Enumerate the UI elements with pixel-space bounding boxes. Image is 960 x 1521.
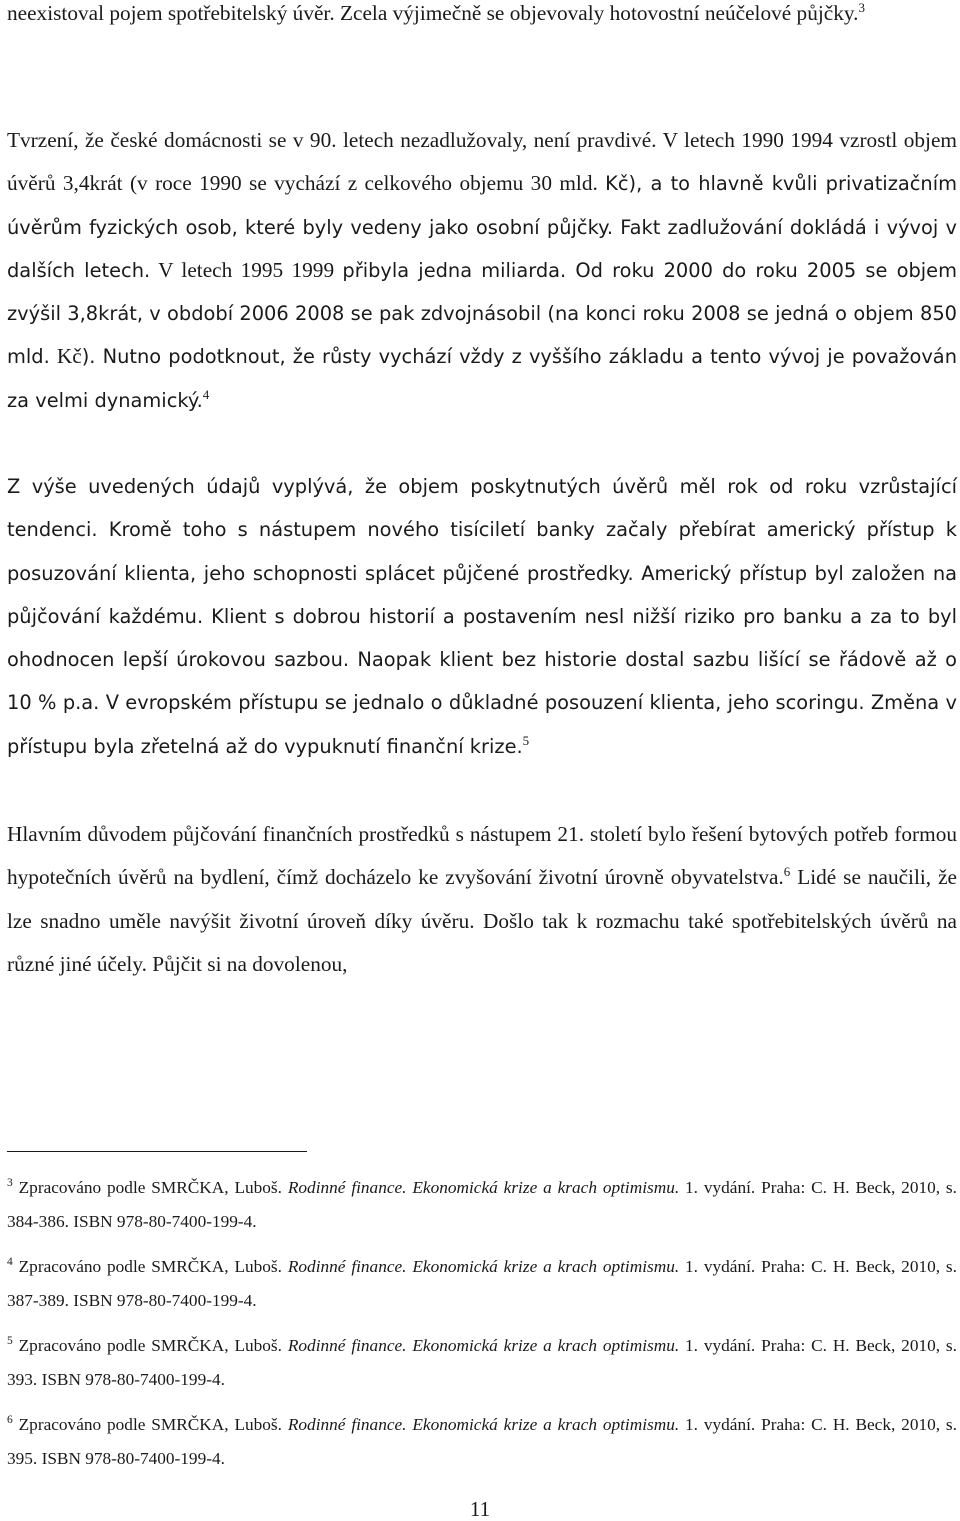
paragraph-text-sans: přibyla jedna miliarda. Od roku 2000 do roku 2005 se objem zvýšil 3,8krát, v období 2006 2008 se pak zdvojnásobil (na konci roku 2008 se jedná o objem 850 mld. [7, 258, 957, 369]
footnote-number: 6 [7, 1414, 13, 1427]
paragraph-text-sans: Z výše uvedených údajů vyplývá, že objem poskytnutých úvěrů měl rok od roku vzrůstající tendenci. Kromě toho s nástupem nového tisíciletí banky začaly přebírat americký přístup k posuzování klienta, jeho schopnosti splácet půjčené prostředky. Americký přístup byl založen na půjčování každému. Klient s dobrou historií a postavením nesl nižší riziko pro banku a za to byl ohodnocen lepší úrokovou sazbou. Naopak klient bez historie dostal sazbu lišící se řádově až o 10 % p.a. V evropském přístupu se jednalo o důkladné posouzení klienta, jeho scoringu. Změna v přístupu byla zřetelná až do vypuknutí finanční krize. [7, 475, 957, 758]
paragraph-credit-approach [7, 465, 957, 768]
paragraph-text: neexistoval pojem spotřebitelský úvěr. Zcela výjimečně se objevovaly hotovostní neúčelové půjčky. [7, 1, 859, 25]
paragraph-consumer-credit-intro [7, 0, 957, 35]
paragraph-text-sans: Kč), a to hlavně kvůli privatizačním úvěrům fyzických osob, které byly vedeny jako osobní půjčky. Fakt zadlužování dokládá i vývoj v dalších letech. [7, 172, 957, 282]
paragraph-text: Hlavním důvodem půjčování finančních prostředků s nástupem 21. století bylo řešení bytových potřeb formou hypotečních úvěrů na bydlení, čímž docházelo ke zvyšování životní úrovně obyvatelstva. [7, 822, 957, 890]
paragraph-text: Tvrzení, že české domácnosti se v 90. letech nezadlužovaly, není pravdivé. V letech 1990 1994 vzrostl objem úvěrů 3,4krát (v roce 1990 se vychází z celkového objemu 30 mld. [7, 128, 957, 196]
footnote-ref-4[interactable]: 4 [202, 386, 210, 402]
page-number: 11 [469, 1497, 491, 1521]
paragraph-text-sans: ). [81, 345, 103, 369]
paragraph-mortgage-reason [7, 813, 957, 986]
footnotes [7, 1171, 957, 1487]
footnote-text: 1. vydání. Praha: C. H. Beck, 2010, s. 393. ISBN 978-80-7400-199-4. [7, 1336, 957, 1389]
footnote-3 [7, 1171, 957, 1239]
footnote-number: 4 [7, 1256, 13, 1269]
footnote-ref-5[interactable]: 5 [522, 732, 530, 748]
footnote-title: Rodinné finance. Ekonomická krize a krach optimismu. [287, 1336, 680, 1355]
footnote-text: Zpracováno podle SMRČKA, Luboš. [18, 1257, 288, 1276]
footnote-number: 3 [7, 1177, 13, 1190]
footnote-title: Rodinné finance. Ekonomická krize a krach optimismu. [287, 1178, 680, 1197]
paragraph-household-debt [7, 119, 957, 422]
footnote-separator [7, 1151, 307, 1152]
footnote-5 [7, 1329, 957, 1397]
footnote-text: 1. vydání. Praha: C. H. Beck, 2010, s. 384-386. ISBN 978-80-7400-199-4. [7, 1178, 957, 1231]
footnote-ref-6[interactable]: 6 [783, 864, 791, 880]
footnote-title: Rodinné finance. Ekonomická krize a krach optimismu. [287, 1415, 680, 1434]
footnote-text: Zpracováno podle SMRČKA, Luboš. [18, 1336, 288, 1355]
footnote-4 [7, 1250, 957, 1318]
footnote-title: Rodinné finance. Ekonomická krize a krach optimismu. [287, 1257, 680, 1276]
footnote-text: Zpracováno podle SMRČKA, Luboš. [18, 1178, 288, 1197]
paragraph-text: V letech 1995 1999 [150, 257, 343, 282]
footnote-text: Zpracováno podle SMRČKA, Luboš. [18, 1415, 288, 1434]
paragraph-text: Kč [56, 344, 82, 369]
footnote-6 [7, 1408, 957, 1476]
footnote-text: 1. vydání. Praha: C. H. Beck, 2010, s. 387-389. ISBN 978-80-7400-199-4. [7, 1257, 957, 1310]
paragraph-text-sans: Nutno podotknout, že růsty vychází vždy z vyššího základu a tento vývoj je považován za velmi dynamický. [7, 345, 957, 412]
footnote-number: 5 [7, 1335, 13, 1348]
footnote-ref-3[interactable]: 3 [858, 0, 865, 15]
paragraph-text: Lidé se naučili, že lze snadno uměle navýšit životní úroveň díky úvěru. Došlo tak k rozmachu také spotřebitelských úvěrů na různé jiné účely. Půjčit si na dovolenou, [7, 865, 957, 976]
footnote-text: 1. vydání. Praha: C. H. Beck, 2010, s. 395. ISBN 978-80-7400-199-4. [7, 1415, 957, 1468]
